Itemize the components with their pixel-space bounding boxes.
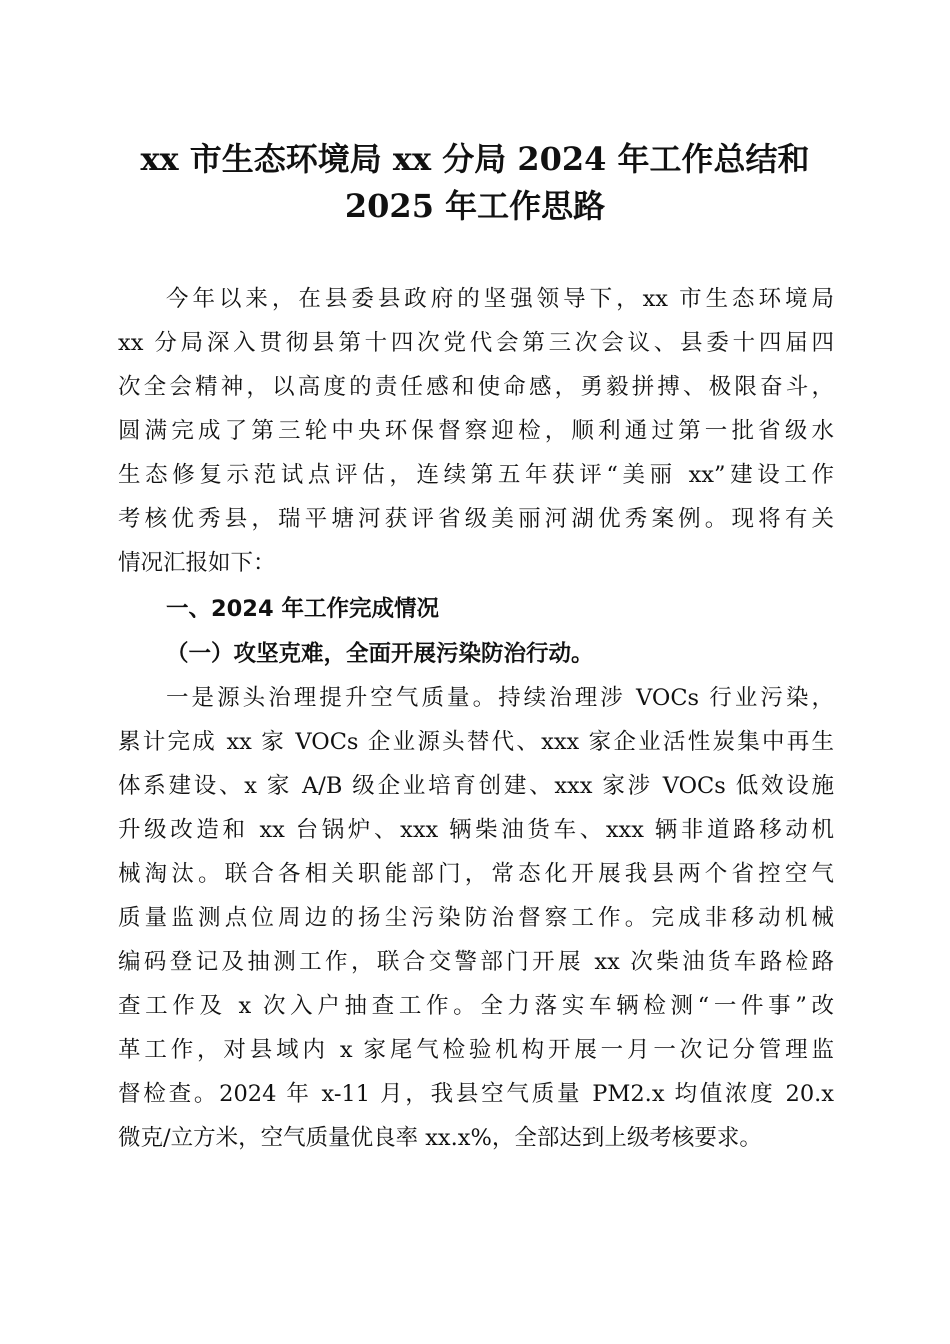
body-line-6: 质量监测点位周边的扬尘污染防治督察工作。完成非移动机械 [118, 905, 834, 931]
intro-line-4: 圆满完成了第三轮中央环保督察迎检，顺利通过第一批省级水 [118, 418, 834, 444]
body-line-2: 累计完成 xx 家 VOCs 企业源头替代、xxx 家企业活性炭集中再生 [118, 729, 834, 755]
intro-line-6: 考核优秀县，瑞平塘河获评省级美丽河湖优秀案例。现将有关 [118, 506, 834, 532]
body-line-3: 体系建设、x 家 A/B 级企业培育创建、xxx 家涉 VOCs 低效设施 [118, 773, 834, 799]
intro-line-5: 生态修复示范试点评估，连续第五年获评“美丽 xx”建设工作 [118, 462, 834, 488]
document-title-line-1: xx 市生态环境局 xx 分局 2024 年工作总结和 [140, 140, 810, 178]
body-line-11: 微克/立方米，空气质量优良率 xx.x%，全部达到上级考核要求。 [118, 1125, 762, 1151]
intro-line-7: 情况汇报如下： [118, 550, 276, 576]
intro-line-1: 今年以来，在县委县政府的坚强领导下，xx 市生态环境局 [166, 286, 834, 312]
intro-line-2: xx 分局深入贯彻县第十四次党代会第三次会议、县委十四届四 [118, 330, 834, 356]
body-line-8: 查工作及 x 次入户抽查工作。全力落实车辆检测“一件事”改 [118, 993, 834, 1019]
body-line-9: 革工作，对县域内 x 家尾气检验机构开展一月一次记分管理监 [118, 1037, 834, 1063]
body-line-10: 督检查。2024 年 x-11 月，我县空气质量 PM2.x 均值浓度 20.x [118, 1081, 834, 1107]
body-line-1: 一是源头治理提升空气质量。持续治理涉 VOCs 行业污染， [166, 685, 834, 711]
section-heading: 一、2024 年工作完成情况 [166, 596, 439, 622]
document-title-line-2: 2025 年工作思路 [344, 187, 606, 225]
body-line-4: 升级改造和 xx 台锅炉、xxx 辆柴油货车、xxx 辆非道路移动机 [118, 817, 834, 843]
subsection-heading: （一）攻坚克难，全面开展污染防治行动。 [166, 641, 594, 667]
intro-line-3: 次全会精神，以高度的责任感和使命感，勇毅拼搏、极限奋斗， [118, 374, 834, 400]
body-line-7: 编码登记及抽测工作，联合交警部门开展 xx 次柴油货车路检路 [118, 949, 834, 975]
body-line-5: 械淘汰。联合各相关职能部门，常态化开展我县两个省控空气 [118, 861, 834, 887]
